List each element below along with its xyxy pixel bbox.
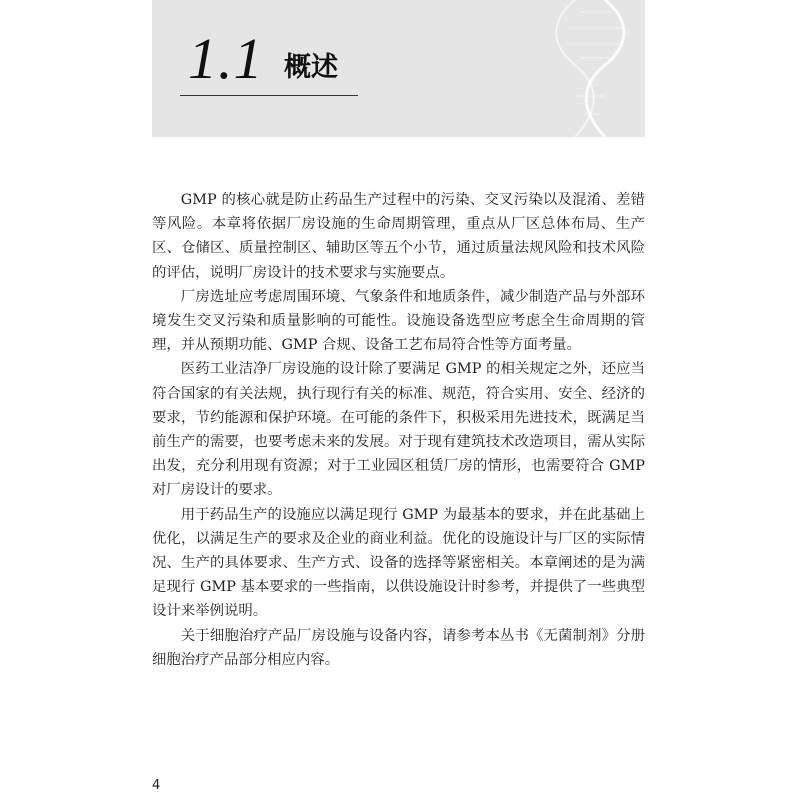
chapter-header-band	[152, 0, 645, 137]
paragraph: 用于药品生产的设施应以满足现行 GMP 为最基本的要求，并在此基础上优化，以满足生产的要求及企业的商业利益。优化的设施设计与厂区的实际情况、生产的具体要求、生产方式、设备的选择等紧密相关。本章阐述的是为满足现行 GMP 基本要求的一些指南，以供设施设计时参考，并提供了一些典型设计来举例说明。	[152, 506, 645, 620]
section-title: 概述	[284, 52, 338, 83]
page-number: 4	[152, 778, 161, 793]
title-underline	[180, 95, 358, 96]
section-number: 1.1	[188, 26, 264, 91]
paragraph: 关于细胞治疗产品厂房设施与设备内容，请参考本丛书《无菌制剂》分册细胞治疗产品部分相应内容。	[152, 627, 645, 668]
paragraph: GMP 的核心就是防止药品生产过程中的污染、交叉污染以及混淆、差错等风险。本章将依据厂房设施的生命周期管理，重点从厂区总体布局、生产区、仓储区、质量控制区、辅助区等五个小节，通过质量法规风险和技术风险的评估，说明厂房设计的技术要求与实施要点。	[152, 192, 645, 281]
dna-helix-decoration	[535, 0, 645, 137]
paragraph: 医药工业洁净厂房设施的设计除了要满足 GMP 的相关规定之外，还应当符合国家的有关法规，执行现行有关的标准、规范，符合实用、安全、经济的要求，节约能源和保护环境。在可能的条件下，积极采用先进技术，既满足当前生产的需要，也要考虑未来的发展。对于现有建筑技术改造项目，需从实际出发，充分利用现有资源；对于工业园区租赁厂房的情形，也需要符合 GMP 对厂房设计的要求。	[152, 361, 645, 499]
body-text	[152, 188, 645, 672]
paragraph: 厂房选址应考虑周围环境、气象条件和地质条件，减少制造产品与外部环境发生交叉污染和质量影响的可能性。设施设备选型应考虑全生命周期的管理，并从预期功能、GMP 合规、设备工艺布局符合性等方面考量。	[152, 288, 645, 354]
